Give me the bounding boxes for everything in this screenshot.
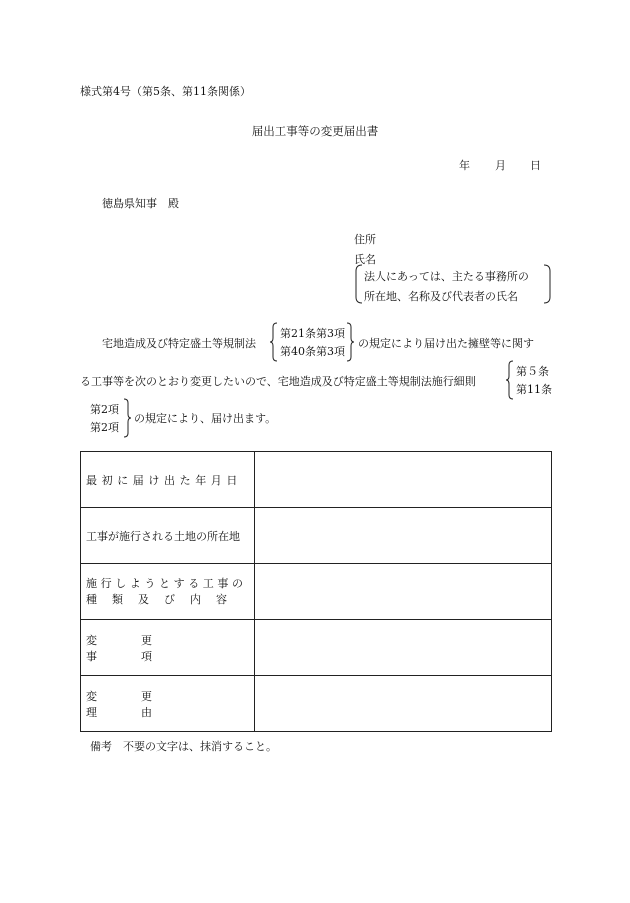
change-details-table <box>80 451 552 732</box>
body-line2: る工事等を次のとおり変更したいので、宅地造成及び特定盛土等規制法施行細則 <box>80 375 476 388</box>
name-label: 氏名 <box>354 253 376 266</box>
rule-option-1: 第５条 <box>516 365 549 378</box>
table-row <box>81 508 552 564</box>
corp-note-line1: 法人にあっては、主たる事務所の <box>364 270 529 283</box>
row5-label-text: 変更理由 <box>86 689 196 719</box>
change-items-label <box>81 620 255 676</box>
change-reason-field[interactable] <box>255 676 552 732</box>
law-option-1: 第21条第3項 <box>280 327 345 340</box>
row1-label-text: 最初に届け出た年月日 <box>86 473 242 487</box>
first-notified-date-label <box>81 452 255 508</box>
corp-note-line2: 所在地、名称及び代表者の氏名 <box>364 290 518 303</box>
row4-label-text: 変更事項 <box>86 633 196 663</box>
body-line1-end: の規定により届け出た擁壁等に関す <box>358 337 534 350</box>
change-reason-label <box>81 676 255 732</box>
change-items-field[interactable] <box>255 620 552 676</box>
row3-label-line2: 種類及び内容 <box>86 592 242 606</box>
para-option-2: 第2項 <box>90 421 119 434</box>
first-notified-date-field[interactable] <box>255 452 552 508</box>
body-line3-end: の規定により、届け出ます。 <box>134 412 277 425</box>
table-row <box>81 676 552 732</box>
form-number: 様式第4号（第5条、第11条関係） <box>80 85 251 98</box>
corp-note-close-bracket <box>542 264 552 304</box>
date-month-label: 月 <box>495 159 506 172</box>
rule-option-2: 第11条 <box>516 383 552 396</box>
body-line1-start: 宅地造成及び特定盛土等規制法 <box>102 337 256 350</box>
row3-label-line1: 施行しようとする工事の <box>86 576 247 590</box>
law-option-close-brace <box>345 322 355 362</box>
table-row <box>81 452 552 508</box>
construction-type-content-label <box>81 564 255 620</box>
table-row <box>81 564 552 620</box>
corp-note-open-bracket <box>354 264 364 304</box>
date-year-label: 年 <box>459 159 470 172</box>
law-option-2: 第40条第3項 <box>280 345 345 358</box>
para-option-close-brace <box>122 398 132 438</box>
rule-option-open-brace <box>505 360 515 400</box>
construction-site-location-label <box>81 508 255 564</box>
law-option-open-brace <box>269 322 279 362</box>
remarks: 備考 不要の文字は、抹消すること。 <box>90 740 277 753</box>
row2-label-text: 工事が施行される土地の所在地 <box>86 529 240 543</box>
date-day-label: 日 <box>530 159 541 172</box>
address-label: 住所 <box>354 233 376 246</box>
first-notified-date-text <box>86 472 249 488</box>
document-title: 届出工事等の変更届出書 <box>251 124 379 138</box>
para-option-1: 第2項 <box>90 403 119 416</box>
addressee: 徳島県知事 殿 <box>102 197 179 210</box>
construction-type-content-field[interactable] <box>255 564 552 620</box>
construction-site-location-field[interactable] <box>255 508 552 564</box>
table-row <box>81 620 552 676</box>
